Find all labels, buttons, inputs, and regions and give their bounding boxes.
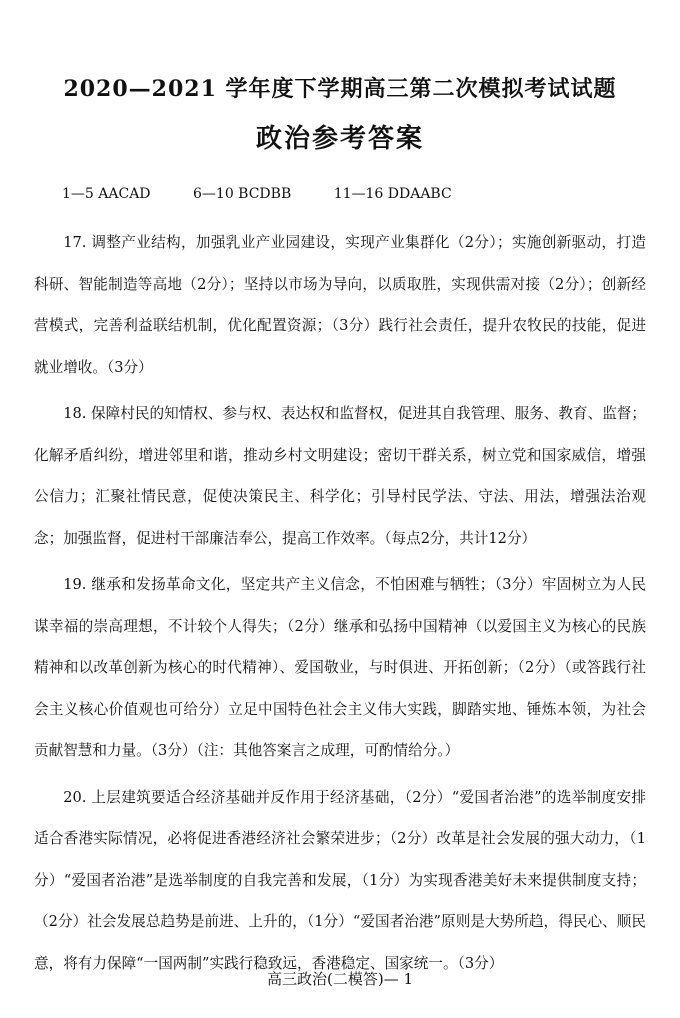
answer-body xyxy=(34,222,646,989)
multiple-choice-answers xyxy=(62,186,490,202)
answer-17: 17. 调整产业结构，加强乳业产业园建设，实现产业集群化（2分）；实施创新驱动，打造科研、智能制造等高地（2分）；坚持以市场为导向，以质取胜，实现供需对接（2分）；创新经营模式，完善利益联结机制，优化配置资源；（3分）践行社会责任，提升农牧民的技能，促进就业增收。（3分） xyxy=(34,234,646,376)
choice-answers-6-10: 6—10 BCDBB xyxy=(193,186,292,202)
answer-19: 19. 继承和发扬革命文化，坚定共产主义信念，不怕困难与牺牲；（3分）牢固树立为人民谋幸福的崇高理想，不计较个人得失；（2分）继承和弘扬中国精神（以爱国主义为核心的民族精神和以改革创新为核心的时代精神）、爱国敬业，与时俱进、开拓创新；（2分）（或答践行社会主义核心价值观也可给分）立足中国特色社会主义伟大实践，脚踏实地、锤炼本领，为社会贡献智慧和力量。（3分）（注：其他答案言之成理，可酌情给分。） xyxy=(34,576,646,759)
answer-18: 18. 保障村民的知情权、参与权、表达权和监督权，促进其自我管理、服务、教育、监督；化解矛盾纠纷，增进邻里和谐，推动乡村文明建设；密切干群关系，树立党和国家威信，增强公信力；汇聚社情民意，促使决策民主、科学化；引导村民学法、守法、用法，增强法治观念；加强监督，促进村干部廉洁奉公，提高工作效率。（每点2分，共计12分） xyxy=(34,405,646,547)
answer-20: 20. 上层建筑要适合经济基础并反作用于经济基础，（2分）“爱国者治港”的选举制度安排适合香港实际情况，必将促进香港经济社会繁荣进步；（2分）改革是社会发展的强大动力，（1分）“爱国者治港”是选举制度的自我完善和发展，（1分）为实现香港美好未来提供制度支持；（2分）社会发展总趋势是前进、上升的，（1分）“爱国者治港”原则是大势所趋，得民心、顺民意，将有力保障“一国两制”实践行稳致远，香港稳定、国家统一。（3分） xyxy=(34,788,646,972)
page-footer: 高三政治(二模答)— 1 xyxy=(266,970,414,988)
choice-answers-11-16: 11—16 DDAABC xyxy=(333,186,452,202)
exam-title: 2020—2021 学年度下学期高三第二次模拟考试试题 xyxy=(63,76,617,102)
choice-answers-1-5: 1—5 AACAD xyxy=(62,186,151,202)
answer-key-title: 政治参考答案 xyxy=(255,124,424,154)
